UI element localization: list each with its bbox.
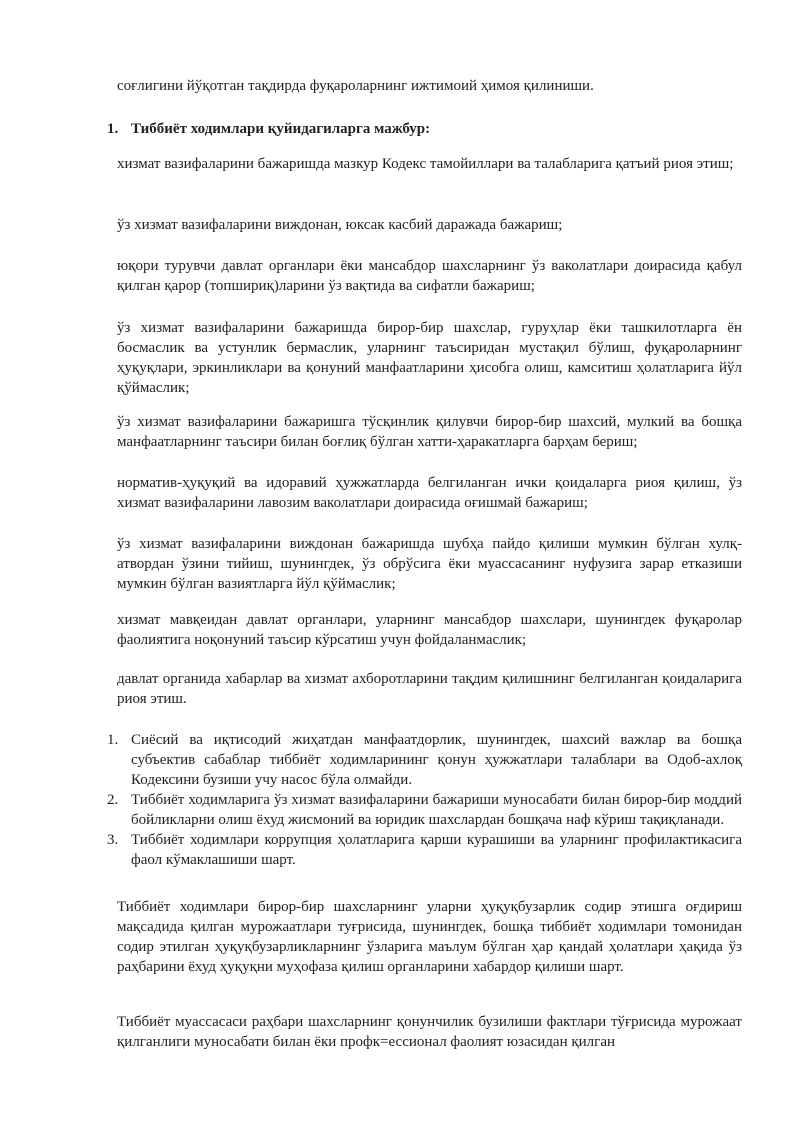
numbered-list bbox=[107, 730, 742, 870]
list-item-text: Тиббиёт ходимлари коррупция ҳолатларига қарши курашиши ва уларнинг профилактикасига фаол кўмаклашиши шарт. bbox=[131, 832, 742, 868]
numbered-list-item bbox=[107, 730, 742, 790]
numbered-list-item bbox=[107, 790, 742, 830]
section-heading-number: 1. bbox=[107, 121, 119, 137]
numbered-list-item bbox=[107, 830, 742, 870]
duty-paragraph: давлат органида хабарлар ва хизмат ахборотларини тақдим қилишнинг белгиланган қоидаларига риоя этиш. bbox=[117, 671, 742, 707]
duty-paragraph: ўз хизмат вазифаларини виждонан бажаришда шубҳа пайдо қилиши мумкин бўлган хулқ-атвордан ўзини тийиш, шунингдек, ўз обрўсига ёки муассасанинг нуфузига зарар етказиши мумкин бўлган вазиятларга йўл қўймаслик; bbox=[117, 536, 742, 592]
list-item-number: 2. bbox=[107, 792, 119, 808]
list-item-number: 3. bbox=[107, 832, 119, 848]
report-paragraph: Тиббиёт ходимлари бирор-бир шахсларнинг уларни ҳуқуқбузарлик содир этишга оғдириш мақсадида қилган мурожаатлари туғрисида, шунингдек, бошқа тиббиёт ходимлари томонидан содир этилган ҳуқуқбузарликларнинг ўзларига маълум бўлган ҳар қандай ҳолатлари ҳақида ўз раҳбарини ёхуд ҳуқуқни муҳофаза қилиш органларини хабардор қилиши шарт. bbox=[117, 899, 742, 975]
duty-paragraph: норматив-ҳуқуқий ва идоравий ҳужжатларда белгиланган ички қоидаларга риоя қилиш, ўз хизмат вазифаларини лавозим ваколатлари доирасида оғишмай бажариш; bbox=[117, 475, 742, 511]
section-heading-text: Тиббиёт ходимлари қуйидагиларга мажбур: bbox=[131, 121, 431, 137]
section-heading bbox=[107, 119, 747, 139]
list-item-number: 1. bbox=[107, 732, 119, 748]
duty-paragraph: ўз хизмат вазифаларини бажаришга тўсқинлик қилувчи бирор-бир шахсий, мулкий ва бошқа манфаатларнинг таъсири билан боғлиқ бўлган хатти-ҳаракатларга барҳам бериш; bbox=[117, 414, 742, 450]
duty-paragraph: ўз хизмат вазифаларини виждонан, юксак касбий даражада бажариш; bbox=[117, 217, 563, 233]
duty-paragraph: юқори турувчи давлат органлари ёки мансабдор шахсларнинг ўз ваколатлари доирасида қабул қилган қарор (топшириқ)ларини ўз вақтида ва сифатли бажариш; bbox=[117, 258, 742, 294]
intro-paragraph: соғлигини йўқотган тақдирда фуқароларнинг ижтимоий ҳимоя қилиниши. bbox=[117, 78, 594, 94]
duty-paragraph: хизмат вазифаларини бажаришда мазкур Кодекс тамойиллари ва талабларига қатъий риоя этиш; bbox=[117, 156, 734, 172]
list-item-text: Тиббиёт ходимларига ўз хизмат вазифаларини бажариши муносабати билан бирор-бир моддий бойликларни олиш ёхуд жисмоний ва юридик шахслардан бошқача наф кўриш тақиқланади. bbox=[131, 792, 742, 828]
closing-paragraph: Тиббиёт муассасаси раҳбари шахсларнинг қонунчилик бузилиши фактлари тўғрисида мурожаат қилганлиги муносабати билан ёки профк=ессионал фаолият юзасидан қилган bbox=[117, 1014, 742, 1050]
duty-paragraph: хизмат мавқеидан давлат органлари, уларнинг мансабдор шахслари, шунингдек фуқаролар фаолиятига ноқонуний таъсир кўрсатиш учун фойдаланмаслик; bbox=[117, 612, 742, 648]
list-item-text: Сиёсий ва иқтисодий жиҳатдан манфаатдорлик, шунингдек, шахсий важлар ва бошқа субъектив сабаблар тиббиёт ходимларининг қонун ҳужжатлари талаблари ва Одоб-ахлоқ Кодексини бузиши учу насос бўла олмайди. bbox=[131, 732, 742, 788]
duty-paragraph: ўз хизмат вазифаларини бажаришда бирор-бир шахслар, гуруҳлар ёки ташкилотларга ён босмаслик ва устунлик бермаслик, уларнинг таъсиридан мустақил бўлиш, фуқароларнинг ҳуқуқлари, эркинликлари ва қонуний манфаатларини ҳисобга олиш, камситиш ҳолатларига йўл қўймаслик; bbox=[117, 320, 742, 396]
